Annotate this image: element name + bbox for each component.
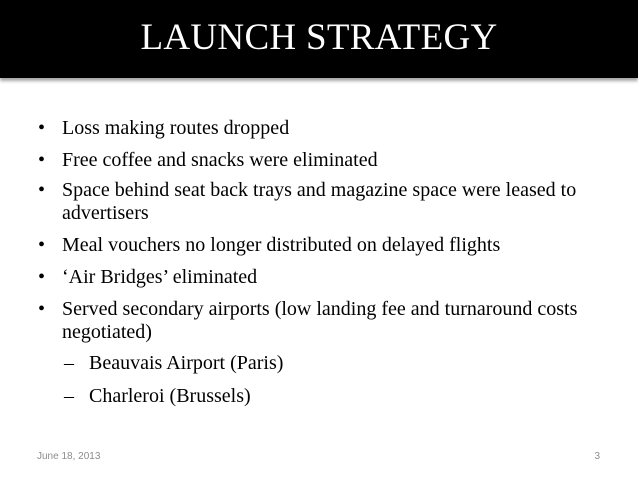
bullet-item: [0, 266, 638, 289]
bullet-marker: •: [38, 179, 46, 201]
sub-bullet-marker: –: [64, 385, 74, 407]
sub-bullet-text: Charleroi (Brussels): [89, 385, 251, 407]
sub-bullet-item: [0, 385, 638, 408]
bullet-text: Meal vouchers no longer distributed on delayed flights: [62, 234, 501, 256]
bullet-marker: •: [38, 298, 46, 320]
slide-title: LAUNCH STRATEGY: [140, 17, 498, 58]
bullet-text: Free coffee and snacks were eliminated: [62, 149, 378, 171]
bullet-item: [0, 298, 638, 344]
bullet-text: ‘Air Bridges’ eliminated: [62, 266, 258, 288]
bullet-item: [0, 234, 638, 257]
bullet-marker: •: [38, 149, 46, 171]
bullet-item: [0, 179, 638, 225]
bullet-text: Served secondary airports (low landing fee and turnaround costs negotiated): [62, 298, 578, 343]
bullet-list: [0, 117, 638, 415]
bullet-marker: •: [38, 234, 46, 256]
bullet-marker: •: [38, 266, 46, 288]
bullet-text: Space behind seat back trays and magazine space were leased to advertisers: [62, 179, 577, 224]
footer-date: June 18, 2013: [37, 451, 101, 462]
bullet-marker: •: [38, 117, 46, 139]
sub-bullet-item: [0, 352, 638, 375]
page-number: 3: [594, 451, 600, 462]
bullet-item: [0, 149, 638, 172]
bullet-text: Loss making routes dropped: [62, 117, 290, 139]
bullet-item: [0, 117, 638, 140]
sub-bullet-text: Beauvais Airport (Paris): [89, 352, 284, 374]
title-bar: [0, 0, 638, 78]
sub-bullet-marker: –: [64, 352, 74, 374]
